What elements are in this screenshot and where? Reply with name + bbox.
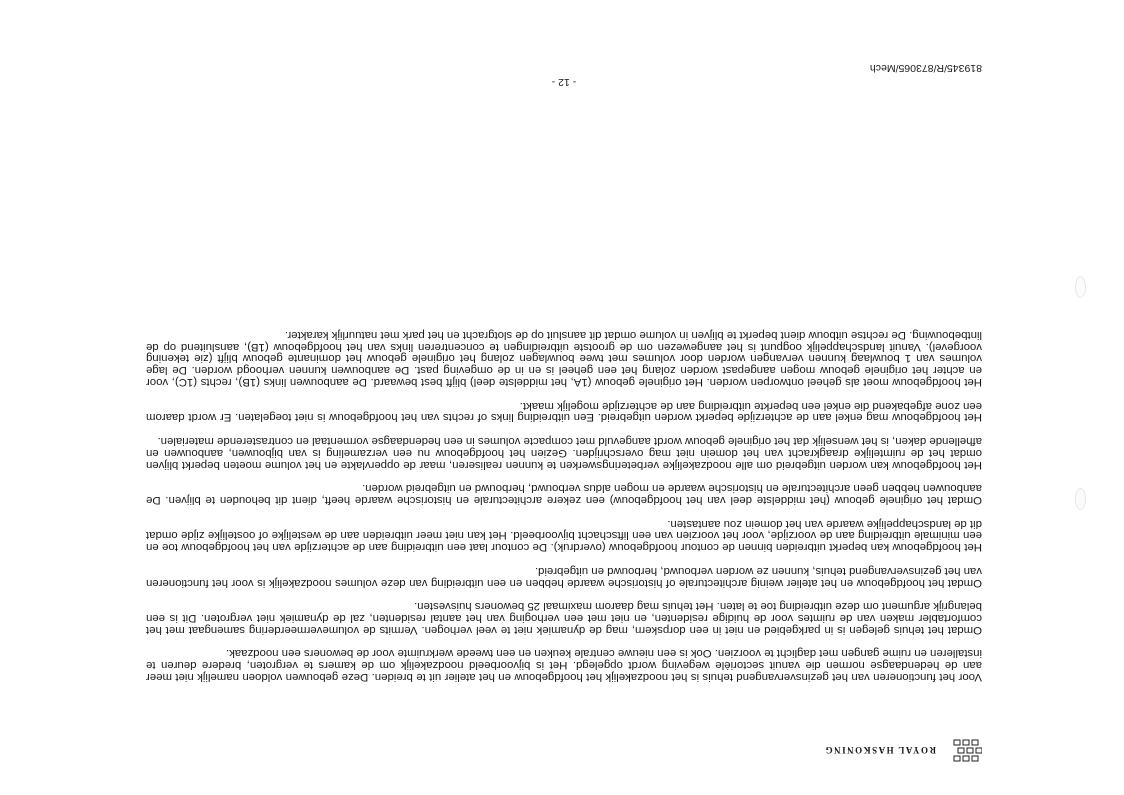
paragraph: Omdat het hoofdgebouw en het atelier weinig architecturale of historische waarde hebben en een uitbreiding van deze volumes noodzakelijk is voor het functioneren van het gezinsvervangend tehuis, kunnen ze worden verbouwd, herbouwd en uitgebreid.	[146, 564, 982, 589]
logo-square	[963, 740, 969, 745]
paragraph: Het hoofdgebouw kan worden uitgebreid om alle noodzakelijke verbeteringswerken te kunnen realiseren, maar de oppervlakte en het volume moeten beperkt blijven omdat het de ruimtelijke draagkracht van het domein niet mag overschrijden. Gezien het hoofdgebouw nu een verzameling is van bijbouwen, aanbouwen en afhellende daken, is het wenselijk dat het originele gebouw wordt aangevuld met compacte volumes in een hedendaagse vormentaal en contrasterende materialen.	[146, 435, 982, 471]
paragraph: Voor het functioneren van het gezinsvervangend tehuis is het noodzakelijk het hoofdgebouw en het atelier uit te breiden. Deze gebouwen voldoen namelijk niet meer aan de hedendaagse normen die vanuit sectorièle wegeving wordt opgelegd. Het is bijvoorbeeld noodzakelijk om de kamers te vergroten, bredere deuren te installeren en ruime gangen met daglicht te voorzien. Ook is een nieuwe centrale keuken en een tweede werkruimte voor de bewoners een noodzaak.	[146, 647, 982, 683]
royal-haskoning-logo-icon	[946, 737, 982, 763]
company-logo	[824, 737, 982, 763]
paragraph: Het hoofdgebouw moet als geheel ontworpen worden. Het originele gebouw (1A, het middelste deel) blijft best bewaard. De aanbouwen links (1B), rechts (1C), voor en achter het originele gebouw mogen aangepast worden zolang het een geheel is en in de omgeving past. De aanbouwen kunnen verhoogd worden. De lage volumes van 1 bouwlaag kunnen vervangen worden door volumes met twee bouwlagen zolang het originele gebouw het dominante gebouw blijft (zie tekening voorgevel). Vanuit landschappelijk oogpunt is het aangewezen om de grootste uitbreidingen te concentreren links van het hoofdgebouw (1B), aansluitend op de lintbebouwing. De rechtse uitbouw dient beperkt te blijven in volume omdat dit aansluit op de slotgracht en het park met natuurlijk karakter.	[146, 328, 982, 389]
paragraph: Omdat het originele gebouw (het middelste deel van het hoofdgebouw) een zekere architecturale en historische waarde heeft, dient dit behouden te blijven. De aanbouwen hebben geen architecturale en historische waarde en mogen aldus verbouwd, herbouwd en uitgebreid worden.	[146, 482, 982, 507]
brand-name: ROYAL HASKONING	[824, 745, 936, 755]
paragraph: Het hoofdgebouw kan beperkt uitbreiden binnen de contour hoofdgebouw (overdruk). De contour laat een uitbreiding aan de achterzijde van het hoofdgebouw toe en een minimale uitbreiding aan de voorzijde, voor het voorzien van een liftschacht bijvoorbeeld. Het kan niet meer uitbreiden aan de westelijke of oostelijke zijde omdat dit de landschappelijke waarde van het domein zou aantasten.	[146, 517, 982, 554]
logo-square	[976, 748, 982, 753]
document-reference: 819345/R/873065/Mech	[869, 62, 982, 74]
punch-hole	[1075, 488, 1086, 510]
logo-square	[972, 740, 978, 745]
logo-square	[958, 748, 964, 753]
page-number: - 12 -	[551, 76, 577, 88]
logo-square	[954, 740, 960, 745]
logo-square	[963, 756, 969, 761]
paragraph: Omdat het tehuis gelegen is in parkgebied en niet in een dorpskern, mag de dynamiek niet te veel verhogen. Vermits de volumevermeerdering samengaat met het comfortabler maken van de ruimtes voor de huidige residenten, en niet met een verhoging van het aantal residenten, zal de dynamiek niet vergroten. Dit is een belangrijk argument om deze uitbreiding toe te laten. Het tehuis mag daarom maximaal 25 bewoners huisvesten.	[146, 600, 982, 636]
punch-hole	[1075, 276, 1086, 298]
page-footer	[146, 64, 982, 88]
body-text	[146, 316, 982, 682]
logo-square	[954, 756, 960, 761]
logo-square	[972, 756, 978, 761]
paragraph: Het hoofdgebouw mag enkel aan de achterzijde beperkt worden uitgebreid. Een uitbreiding links of rechts van het hoofdgebouw is niet toegelaten. Er wordt daarom een zone afgebakend die enkel een beperkte uitbreiding aan de achterzijde mogelijk maakt.	[146, 399, 982, 424]
logo-square	[967, 748, 973, 753]
